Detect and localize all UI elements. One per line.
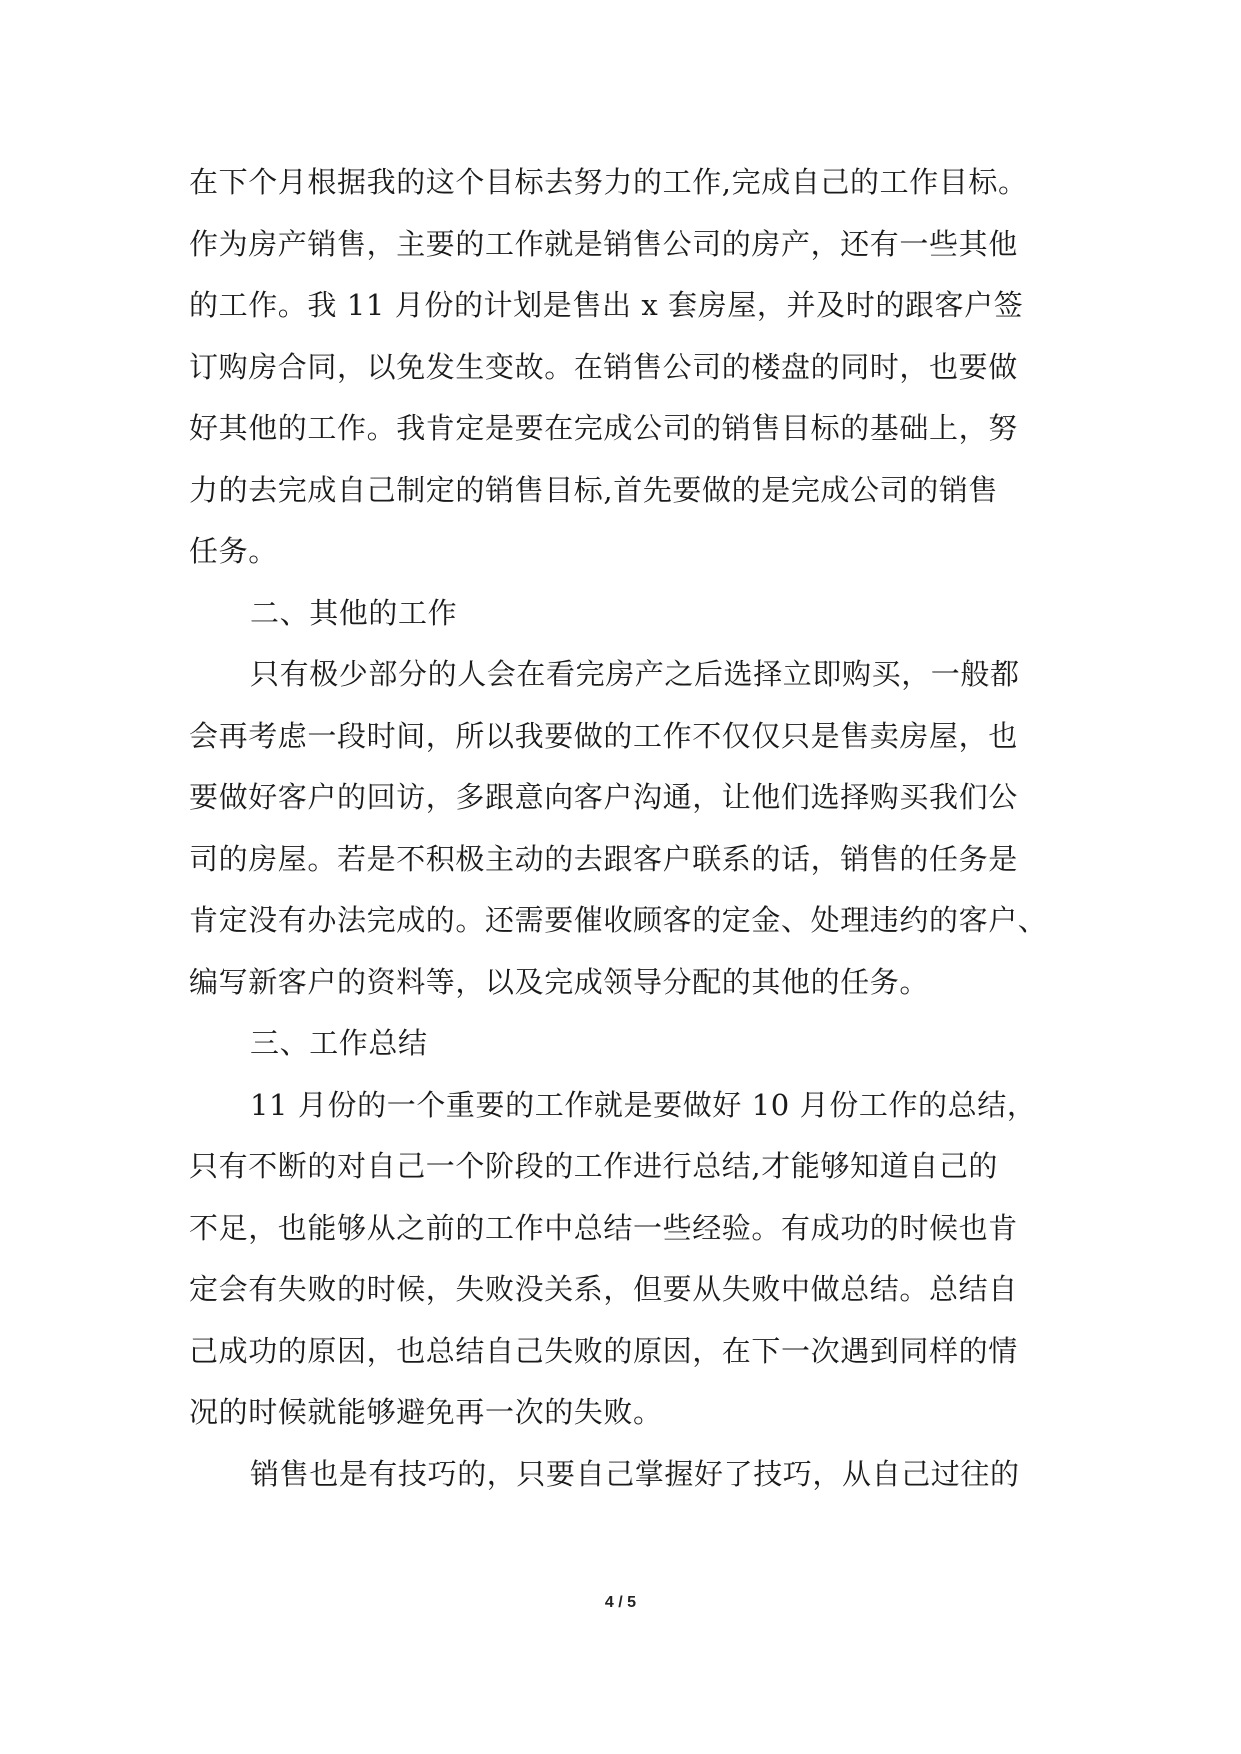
text-line: 只有不断的对自己一个阶段的工作进行总结,才能够知道自己的: [189, 1149, 999, 1183]
text-line: 在下个月根据我的这个目标去努力的工作,完成自己的工作目标。: [189, 165, 1028, 199]
text-line: 11 月份的一个重要的工作就是要做好 10 月份工作的总结，: [250, 1087, 1037, 1122]
text-line: 况的时候就能够避免再一次的失败。: [189, 1395, 663, 1429]
text-line: 不足，也能够从之前的工作中总结一些经验。有成功的时候也肯: [189, 1210, 1018, 1245]
page-number: 4 / 5: [604, 1594, 637, 1611]
text-line: 力的去完成自己制定的销售目标,首先要做的是完成公司的销售: [189, 472, 999, 507]
text-line: 作为房产销售，主要的工作就是销售公司的房产，还有一些其他: [189, 226, 1018, 261]
text-line: 会再考虑一段时间，所以我要做的工作不仅仅只是售卖房屋，也: [189, 718, 1018, 753]
text-line: 的工作。我 11 月份的计划是售出 x 套房屋，并及时的跟客户签: [189, 288, 1024, 322]
section-heading: 三、工作总结: [250, 1026, 428, 1060]
section-heading: 二、其他的工作: [250, 595, 458, 630]
text-line: 编写新客户的资料等，以及完成领导分配的其他的任务。: [189, 964, 930, 999]
text-line: 要做好客户的回访，多跟意向客户沟通，让他们选择购买我们公: [189, 780, 1018, 814]
text-line: 销售也是有技巧的，只要自己掌握好了技巧，从自己过往的: [250, 1456, 1020, 1491]
text-line: 司的房屋。若是不积极主动的去跟客户联系的话，销售的任务是: [189, 841, 1018, 876]
text-line: 己成功的原因，也总结自己失败的原因，在下一次遇到同样的情: [189, 1333, 1018, 1368]
document-body: [189, 152, 1069, 1505]
text-line: 定会有失败的时候，失败没关系，但要从失败中做总结。总结自: [189, 1272, 1018, 1306]
text-line: 肯定没有办法完成的。还需要催收顾客的定金、处理违约的客户、: [189, 903, 1048, 937]
text-line: 订购房合同，以免发生变故。在销售公司的楼盘的同时，也要做: [189, 349, 1018, 384]
text-line: 只有极少部分的人会在看完房产之后选择立即购买，一般都: [250, 657, 1020, 691]
text-line: 好其他的工作。我肯定是要在完成公司的销售目标的基础上，努: [189, 411, 1018, 445]
text-line: 任务。: [189, 534, 278, 568]
